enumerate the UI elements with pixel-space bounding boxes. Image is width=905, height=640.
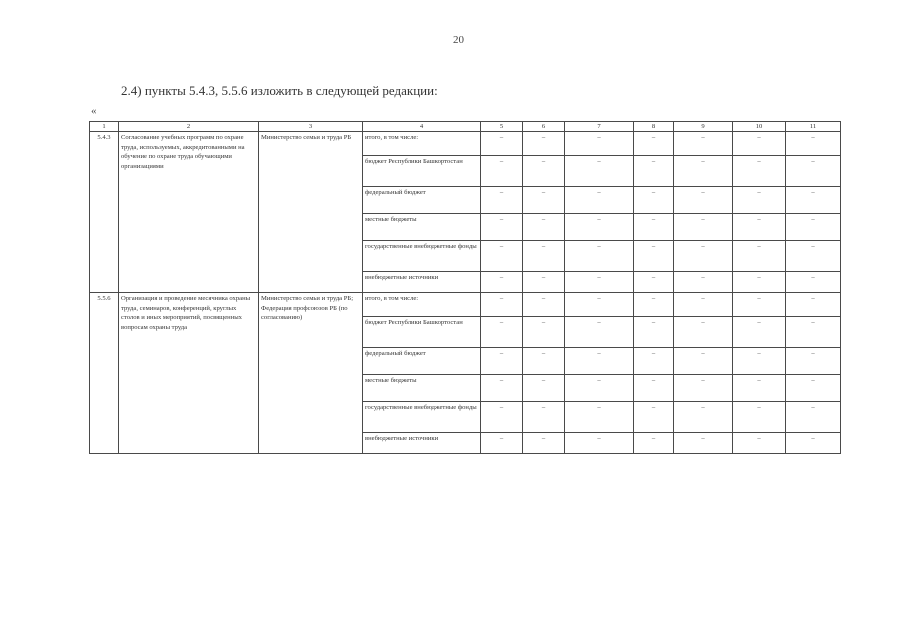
empty-value-dash: –	[634, 433, 674, 454]
empty-value-dash: –	[565, 132, 634, 156]
empty-value-dash: –	[786, 187, 841, 214]
empty-value-dash: –	[674, 317, 733, 348]
column-header: 11	[786, 122, 841, 132]
empty-value-dash: –	[634, 375, 674, 402]
table-row	[90, 132, 841, 156]
empty-value-dash: –	[523, 156, 565, 187]
empty-value-dash: –	[481, 187, 523, 214]
empty-value-dash: –	[481, 214, 523, 241]
empty-value-dash: –	[634, 156, 674, 187]
empty-value-dash: –	[733, 433, 786, 454]
empty-value-dash: –	[523, 132, 565, 156]
empty-value-dash: –	[523, 241, 565, 272]
item-executor: Министерство семьи и труда РБ; Федерация профсоюзов РБ (по согласованию)	[259, 293, 363, 454]
empty-value-dash: –	[674, 272, 733, 293]
empty-value-dash: –	[481, 402, 523, 433]
empty-value-dash: –	[786, 214, 841, 241]
column-header: 10	[733, 122, 786, 132]
column-header: 8	[634, 122, 674, 132]
empty-value-dash: –	[565, 156, 634, 187]
empty-value-dash: –	[634, 272, 674, 293]
empty-value-dash: –	[674, 293, 733, 317]
empty-value-dash: –	[674, 132, 733, 156]
empty-value-dash: –	[733, 317, 786, 348]
empty-value-dash: –	[565, 433, 634, 454]
item-number: 5.4.3	[90, 132, 119, 293]
page-number: 20	[453, 34, 464, 46]
empty-value-dash: –	[733, 241, 786, 272]
empty-value-dash: –	[523, 402, 565, 433]
empty-value-dash: –	[634, 214, 674, 241]
empty-value-dash: –	[786, 132, 841, 156]
funding-source: местные бюджеты	[363, 214, 481, 241]
empty-value-dash: –	[481, 293, 523, 317]
empty-value-dash: –	[481, 272, 523, 293]
empty-value-dash: –	[674, 187, 733, 214]
item-event: Согласование учебных программ по охране труда, используемых, аккредитованными на обучение по охране труда обучающими организациями	[119, 132, 259, 293]
empty-value-dash: –	[634, 293, 674, 317]
empty-value-dash: –	[634, 402, 674, 433]
empty-value-dash: –	[733, 272, 786, 293]
empty-value-dash: –	[481, 317, 523, 348]
funding-source: федеральный бюджет	[363, 348, 481, 375]
empty-value-dash: –	[523, 214, 565, 241]
empty-value-dash: –	[786, 293, 841, 317]
program-table	[89, 121, 841, 454]
empty-value-dash: –	[481, 433, 523, 454]
empty-value-dash: –	[733, 132, 786, 156]
empty-value-dash: –	[523, 433, 565, 454]
empty-value-dash: –	[481, 375, 523, 402]
empty-value-dash: –	[481, 348, 523, 375]
item-executor: Министерство семьи и труда РБ	[259, 132, 363, 293]
column-header: 4	[363, 122, 481, 132]
empty-value-dash: –	[634, 187, 674, 214]
empty-value-dash: –	[565, 187, 634, 214]
funding-source: местные бюджеты	[363, 375, 481, 402]
empty-value-dash: –	[481, 132, 523, 156]
empty-value-dash: –	[523, 375, 565, 402]
empty-value-dash: –	[523, 187, 565, 214]
column-header: 1	[90, 122, 119, 132]
empty-value-dash: –	[733, 187, 786, 214]
column-header: 9	[674, 122, 733, 132]
funding-source: внебюджетные источники	[363, 272, 481, 293]
empty-value-dash: –	[481, 241, 523, 272]
funding-source: итого, в том числе:	[363, 132, 481, 156]
column-header: 6	[523, 122, 565, 132]
funding-source: государственные внебюджетные фонды	[363, 402, 481, 433]
section-heading: 2.4) пункты 5.4.3, 5.5.6 изложить в следующей редакции:	[121, 83, 438, 98]
funding-source: государственные внебюджетные фонды	[363, 241, 481, 272]
empty-value-dash: –	[565, 348, 634, 375]
item-number: 5.5.6	[90, 293, 119, 454]
table-header-row	[90, 122, 841, 132]
column-header: 3	[259, 122, 363, 132]
empty-value-dash: –	[523, 272, 565, 293]
empty-value-dash: –	[733, 156, 786, 187]
empty-value-dash: –	[733, 348, 786, 375]
empty-value-dash: –	[523, 348, 565, 375]
empty-value-dash: –	[733, 293, 786, 317]
open-quote: «	[91, 105, 97, 117]
empty-value-dash: –	[786, 241, 841, 272]
empty-value-dash: –	[786, 433, 841, 454]
empty-value-dash: –	[733, 214, 786, 241]
empty-value-dash: –	[565, 272, 634, 293]
column-header: 7	[565, 122, 634, 132]
empty-value-dash: –	[674, 241, 733, 272]
column-header: 2	[119, 122, 259, 132]
empty-value-dash: –	[634, 348, 674, 375]
funding-source: бюджет Республики Башкортостан	[363, 156, 481, 187]
empty-value-dash: –	[674, 156, 733, 187]
empty-value-dash: –	[565, 375, 634, 402]
column-header: 5	[481, 122, 523, 132]
item-event: Организация и проведение месячника охраны труда, семинаров, конференций, круглых столов и иных мероприятий, посвященных вопросам охраны труда	[119, 293, 259, 454]
empty-value-dash: –	[634, 132, 674, 156]
empty-value-dash: –	[786, 402, 841, 433]
empty-value-dash: –	[674, 348, 733, 375]
empty-value-dash: –	[481, 156, 523, 187]
empty-value-dash: –	[786, 348, 841, 375]
table-row	[90, 293, 841, 317]
empty-value-dash: –	[674, 402, 733, 433]
empty-value-dash: –	[786, 375, 841, 402]
empty-value-dash: –	[786, 317, 841, 348]
empty-value-dash: –	[674, 375, 733, 402]
empty-value-dash: –	[634, 317, 674, 348]
empty-value-dash: –	[523, 317, 565, 348]
empty-value-dash: –	[786, 272, 841, 293]
empty-value-dash: –	[523, 293, 565, 317]
empty-value-dash: –	[565, 293, 634, 317]
empty-value-dash: –	[565, 317, 634, 348]
funding-source: федеральный бюджет	[363, 187, 481, 214]
empty-value-dash: –	[786, 156, 841, 187]
empty-value-dash: –	[565, 214, 634, 241]
funding-source: внебюджетные источники	[363, 433, 481, 454]
empty-value-dash: –	[733, 375, 786, 402]
empty-value-dash: –	[733, 402, 786, 433]
empty-value-dash: –	[634, 241, 674, 272]
empty-value-dash: –	[565, 402, 634, 433]
empty-value-dash: –	[674, 433, 733, 454]
funding-source: бюджет Республики Башкортостан	[363, 317, 481, 348]
empty-value-dash: –	[565, 241, 634, 272]
empty-value-dash: –	[674, 214, 733, 241]
funding-source: итого, в том числе:	[363, 293, 481, 317]
